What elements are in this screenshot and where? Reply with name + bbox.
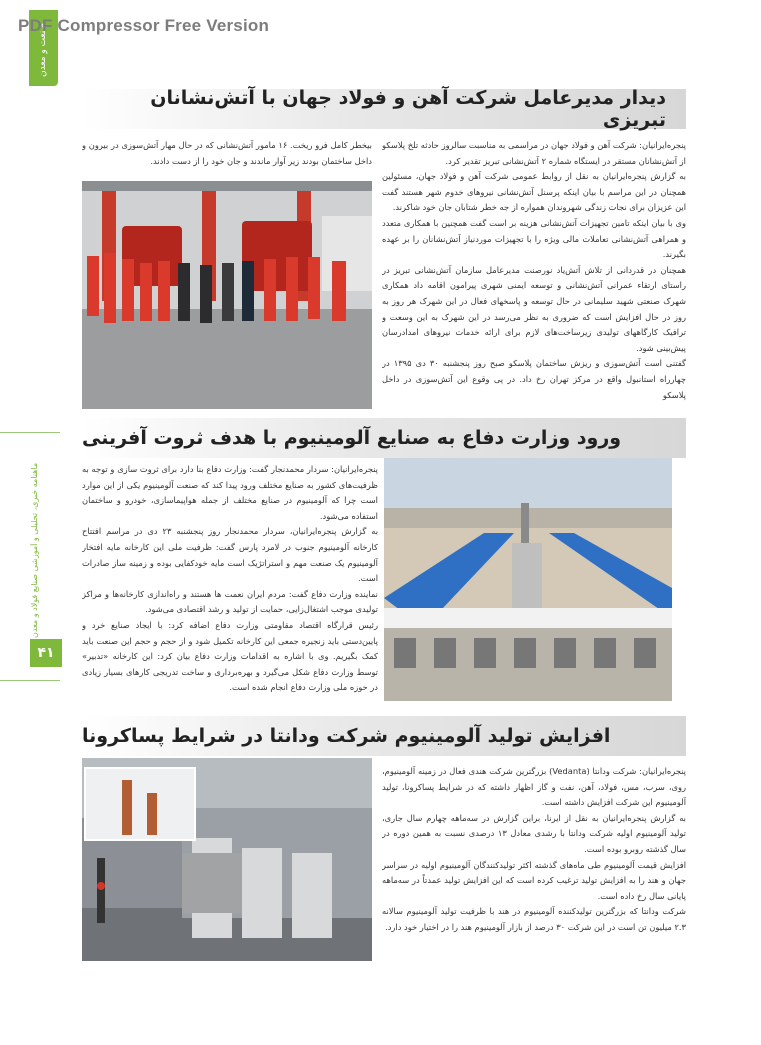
smelter-photo <box>82 758 372 961</box>
article-1-title: دیدار مدیرعامل شرکت آهن و فولاد جهان با آتش‌نشانان تبریزی <box>150 87 666 131</box>
paragraph: وی با بیان اینکه تامین تجهیزات آتش‌نشانی هزینه بر است گفت همچنین با همکاری متعدد و همراهی آتش‌نشانی تعاملات مالی ویژه را با تجهیزات موردنیاز آتش‌نشانان را بر عهده بگیرند. <box>382 217 686 260</box>
paragraph: به گزارش پنجره‌ایرانیان، سردار محمدنجار روز پنجشنبه ۲۳ دی در مراسم افتتاح کارخانه آلومینیوم جنوب در لامرد پارس گفت: ظرفیت ملی این کارخانه مایه افتخار آلومینیوم یک صنعت مهم و استراتژیک است مایه خودکفایی بوده و زمینه ساز صادرات است. <box>82 526 378 584</box>
paragraph: گفتنی است آتش‌سوزی و ریزش ساختمان پلاسکو صبح روز پنجشنبه ۳۰ دی ۱۳۹۵ در چهارراه استانبول واقع در مرکز تهران رخ داد. در پی وقوع این آتش‌سوزی در داخل پلاسکو <box>382 358 686 400</box>
article-1-headline <box>82 89 686 129</box>
article-2-body <box>82 462 378 698</box>
paragraph: رئیس قرارگاه اقتصاد مقاومتی وزارت دفاع اضافه کرد: با ایجاد صنایع خرد و پایین‌دستی باید زنجیره جمعی این کارخانه تکمیل شود و از حجم و حجم این صنعت باید کمک بگیریم. وی با اشاره به اقدامات وزارت دفاع بیان کرد: این کارخانه «تدبیر» توسط وزارت دفاع شکل می‌گیرد و بهره‌برداری و ساخت تدریجی کارهای بسیار زیادی در حوزه ملی وزارت دفاع انجام شده است. <box>82 619 378 693</box>
paragraph: همچنان در قدردانی از تلاش آتش‌یاد نورصنت مدیرعامل سازمان آتش‌نشانی تبریز در راستای ارتقاء عمرانی آتش‌نشانی و توسعه ایمنی شهری پیرامون اقامه داد همکاری شهرک صنعتی شهید سلیمانی در حال توسعه و پاسخهای فعال در این شهرک هر روز به روز در حال افزایش است که ضروری به نظر می‌رسد در این شهرک به این وسعت و ترافیک کارگاههای تولیدی زیرساخت‌های لازم برای ارائه خدمات نیروهای امدادرسان پیش‌بینی شود. <box>382 264 686 353</box>
watermark-text: PDF Compressor Free Version <box>18 16 270 35</box>
paragraph: بیخطر کامل فرو ریخت. ۱۶ مامور آتش‌نشانی که در حال مهار آتش‌سوزی در بیرون و داخل ساختمان بودند زیر آوار ماندند و جان خود را از دست دادند. <box>82 140 372 166</box>
paragraph: نماینده وزارت دفاع گفت: مردم ایران نعمت ها هستند و راه‌اندازی کارخانه‌ها و مراکز تولیدی موجب اشتغال‌زایی، حمایت از تولید و رشد اقتصادی می‌شود. <box>82 588 378 615</box>
article-2-headline <box>82 418 686 458</box>
paragraph: پنجره‌ایرانیان: شرکت آهن و فولاد جهان در مراسمی به مناسبت سالروز حادثه تلخ پلاسکو از آتش‌نشانان مستقر در ایستگاه شماره ۲ آتش‌نشانی تبریز تقدیر کرد. <box>382 140 686 166</box>
article-1-body <box>382 138 686 413</box>
paragraph: پنجره‌ایرانیان: سردار محمدنجار گفت: وزارت دفاع بنا دارد برای ثروت سازی و توجه به ظرفیت‌های کشور به صنایع مختلف ورود پیدا کند که صنعت آلومینیوم یکی از این موارد است چرا که آلومینیوم در صنایع مختلف از جمله هواپیماسازی، خودرو و ساختمان استفاده می‌شود. <box>82 464 378 521</box>
paragraph: افزایش قیمت آلومینیوم طی ماه‌های گذشته اکثر تولیدکنندگان آلومینیوم اولیه در سراسر جهان و هند را به افزایش تولید ترغیب کرده است که این افزایش تولید عمدتاً در سه‌ماهه پایانی سال رخ داده است. <box>382 859 686 901</box>
article-3-headline <box>82 716 686 756</box>
firefighters-photo <box>82 181 372 409</box>
magazine-meta: ماهنامه خبری، تحلیلی و آموزشی صنایع فولاد و معدن <box>30 462 39 638</box>
page-number: ۴۱ <box>30 639 62 667</box>
margin-rule <box>0 432 60 433</box>
paragraph: پنجره‌ایرانیان: شرکت ودانتا (Vedanta) بزرگترین شرکت هندی فعال در زمینه آلومینیوم، روی، سرب، مس، فولاد، آهن، نفت و گاز اظهار داشته که در شرایط پساکرونا، تولید آلومینیوم این شرکت افزایش داشته است. <box>382 766 686 808</box>
article-3-title: افزایش تولید آلومینیوم شرکت ودانتا در شرایط پساکرونا <box>82 725 611 747</box>
paragraph: به گزارش پنجره‌ایرانیان به نقل از روابط عمومی شرکت آهن و فولاد جهان، مسئولین همچنان در این مراسم با بیان اینکه پرسنل آتش‌نشانی نیروهای خدوم شهر هستند گفت این عزیزان برای نجات زندگی شهروندان همواره از جه خطر شتابان جان خود شاکرند. <box>382 171 686 213</box>
section-tab-label: صنعت و معدن <box>38 22 48 78</box>
article-3-body <box>382 764 686 964</box>
aluminium-plant-photo <box>384 458 672 701</box>
paragraph: شرکت ودانتا که بزرگترین تولیدکننده آلومینیوم در هند با ظرفیت تولید آلومینیوم سالانه ۲.۳ میلیون تن است در این شرکت ۳۰ درصد از بازار آلومینیوم هند را در اختیار خود دارد. <box>382 906 686 932</box>
paragraph: به گزارش پنجره‌ایرانیان به نقل از ایرنا، براین گزارش در سه‌ماهه چهارم سال جاری، تولید آلومینیوم اولیه شرکت ودانتا با رشدی معادل ۱۳ درصدی نسبت به همین دوره در سال گذشته روبرو بوده است. <box>382 812 686 854</box>
margin-rule <box>0 680 60 681</box>
article-2-title: ورود وزارت دفاع به صنایع آلومینیوم با هدف ثروت آفرینی <box>82 427 622 449</box>
article-1-body-continued <box>82 138 372 178</box>
